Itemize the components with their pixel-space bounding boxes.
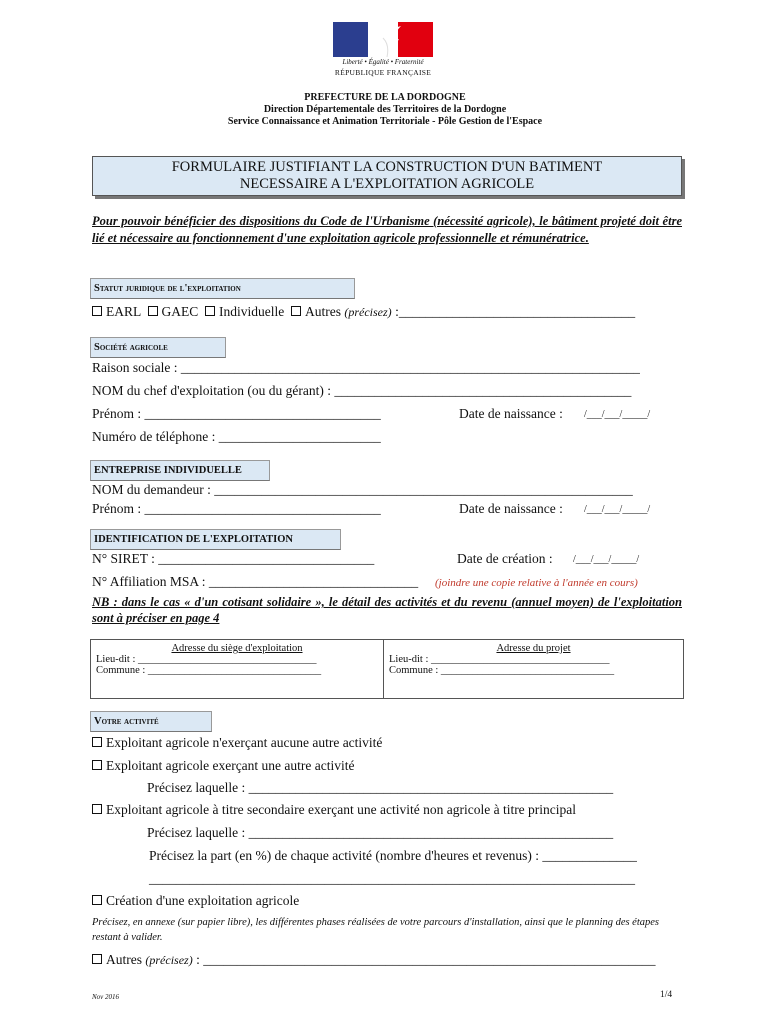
statut-heading: Statut juridique de l'exploitation [90,278,355,299]
msa-note: (joindre une copie relative à l'année en cours) [435,577,638,589]
activite-opt3 [92,802,576,818]
footer-date: Nov 2016 [92,993,120,1001]
intro-text: Pour pouvoir bénéficier des dispositions du Code de l'Urbanisme (nécessité agricole), le bâtiment projeté doit être lié et nécessaire au fonctionnement d'une exploitation agricole professionnelle et rémunératrice. [92,214,682,245]
activite-opt3-checkbox[interactable] [92,804,102,814]
entreprise-heading: ENTREPRISE INDIVIDUELLE [90,460,270,481]
nom-demandeur-field[interactable]: NOM du demandeur : ______________________________________________________________ [92,482,633,497]
earl-checkbox[interactable] [92,306,102,316]
republique-text: RÉPUBLIQUE FRANÇAISE [334,68,432,77]
precisez-laquelle-field-1[interactable]: Précisez laquelle : ______________________________________________________ [147,780,614,795]
individuelle-checkbox[interactable] [205,306,215,316]
date-creation-field[interactable]: /___/___/_____/ [573,554,640,565]
gaec-checkbox[interactable] [148,306,158,316]
activite-autres-checkbox[interactable] [92,954,102,964]
form-title [92,156,682,196]
date-naissance-field[interactable]: /___/___/_____/ [584,409,651,420]
siret-field[interactable]: N° SIRET : ________________________________ [92,551,375,566]
projet-commune-field[interactable]: Commune : _________________________________ [389,665,615,676]
form-title-line2: NECESSAIRE A L'EXPLOITATION AGRICOLE [239,176,535,192]
projet-address [384,640,683,698]
siege-commune-field[interactable]: Commune : _________________________________ [96,665,322,676]
prefecture-title: PREFECTURE DE LA DORDOGNE [304,92,466,103]
activite-opt2-checkbox[interactable] [92,760,102,770]
form-title-line1: FORMULAIRE JUSTIFIANT LA CONSTRUCTION D'UN BATIMENT [171,159,603,175]
direction-title: Direction Départementale des Territoires de la Dordogne [263,104,507,115]
activite-heading: Votre activité [90,711,212,732]
address-table [90,639,684,699]
activite-autres-field[interactable]: : ___________________________________________________________________ [192,952,656,967]
autres-precisez-note: (précisez) [145,953,193,967]
precisez-laquelle-field-2[interactable]: Précisez laquelle : ______________________________________________________ [147,825,614,840]
gaec-label: GAEC [161,304,199,319]
activite-opt4-label: Création d'une exploitation agricole [106,893,300,908]
siege-heading: Adresse du siège d'exploitation [171,643,303,654]
activite-opt1 [92,735,382,751]
prenom-demandeur-field[interactable]: Prénom : ___________________________________ [92,501,381,516]
date-creation-label: Date de création : [457,551,553,566]
activite-opt2-label: Exploitant agricole exerçant une autre activité [106,758,355,773]
prenom-field[interactable]: Prénom : ___________________________________ [92,406,381,421]
activite-autres-label: Autres [106,952,142,967]
annexe-note: Précisez, en annexe (sur papier libre), les différentes phases réalisées de votre parcours d'installation, ainsi que le planning des étapes restant à valider. [92,917,660,943]
siege-address [91,640,384,698]
autres-label: Autres [304,304,341,319]
telephone-field[interactable]: Numéro de téléphone : ________________________ [92,429,381,444]
activite-opt3-label: Exploitant agricole à titre secondaire exerçant une activité non agricole à titre principal [106,802,577,817]
marianne-icon [365,24,405,57]
projet-lieu-dit-field[interactable]: Lieu-dit : __________________________________ [389,654,610,665]
activite-opt4-checkbox[interactable] [92,895,102,905]
date-naissance-label: Date de naissance : [459,406,563,421]
precisez-note: (précisez) [344,305,392,319]
statut-options [92,304,635,320]
msa-field[interactable]: N° Affiliation MSA : _______________________________ [92,574,419,589]
page-number: 1/4 [660,990,673,1000]
activite-opt1-label: Exploitant agricole n'exerçant aucune autre activité [106,735,383,750]
part-activite-blank-line[interactable]: ________________________________________________________________________ [149,871,635,886]
autres-checkbox[interactable] [291,306,301,316]
motto: Liberté • Égalité • Fraternité [342,58,424,66]
activite-opt1-checkbox[interactable] [92,737,102,747]
nom-chef-field[interactable]: NOM du chef d'exploitation (ou du gérant) : ____________________________________________ [92,383,632,398]
republique-logo [333,22,433,78]
autres-field[interactable]: :___________________________________ [391,304,636,319]
activite-autres [92,952,655,968]
date-naissance-field-2[interactable]: /___/___/_____/ [584,504,651,515]
individuelle-label: Individuelle [219,304,285,319]
service-title: Service Connaissance et Animation Territoriale - Pôle Gestion de l'Espace [227,116,543,127]
identification-heading: IDENTIFICATION DE L'EXPLOITATION [90,529,341,550]
date-naissance-label-2: Date de naissance : [459,501,563,516]
projet-heading: Adresse du projet [496,643,571,654]
earl-label: EARL [106,304,141,319]
part-activite-field[interactable]: Précisez la part (en %) de chaque activité (nombre d'heures et revenus) : ______________ [149,848,637,863]
raison-sociale-field[interactable]: Raison sociale : ____________________________________________________________________ [92,360,640,375]
activite-opt2 [92,758,355,774]
nb-note: NB : dans le cas « d'un cotisant solidaire », le détail des activités et du revenu (annuel moyen) de l'exploitation sont à préciser en page 4 [92,595,682,625]
siege-lieu-dit-field[interactable]: Lieu-dit : __________________________________ [96,654,317,665]
societe-heading: Société agricole [90,337,226,358]
activite-opt4 [92,893,299,909]
